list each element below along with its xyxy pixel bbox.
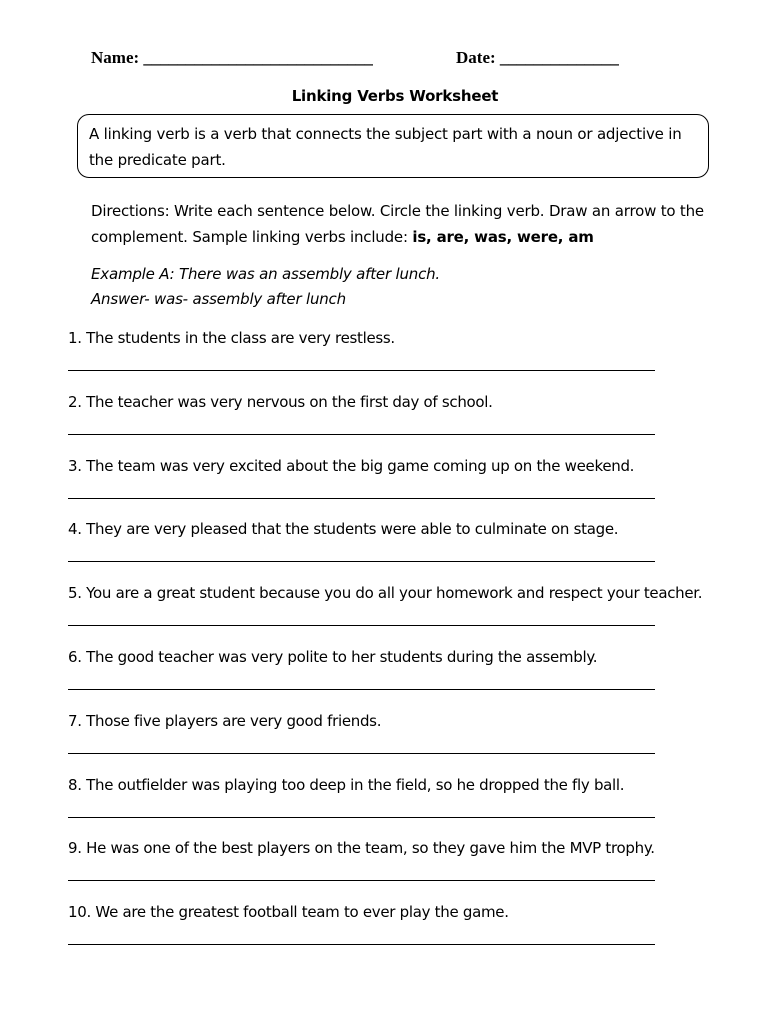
directions-text: Directions: Write each sentence below. Circle the linking verb. Draw an arrow to the complement. Sample linking verbs include:: [91, 202, 704, 246]
answer-line[interactable]: [68, 498, 655, 499]
question-text: 10. We are the greatest football team to ever play the game.: [68, 903, 509, 922]
question-text: 6. The good teacher was very polite to her students during the assembly.: [68, 647, 598, 666]
question-list: [68, 326, 748, 964]
worksheet-title: Linking Verbs Worksheet: [291, 87, 499, 105]
definition-box: [77, 114, 709, 178]
question-item: [68, 390, 748, 454]
question-item: [68, 773, 748, 837]
question-text: 1. The students in the class are very restless.: [68, 329, 395, 347]
answer-line[interactable]: [68, 880, 655, 881]
worksheet-header: [0, 44, 768, 72]
directions: [91, 198, 731, 250]
question-item: [68, 581, 748, 645]
question-item: [68, 517, 748, 581]
definition-text: A linking verb is a verb that connects the subject part with a noun or adjective in the predicate part.: [89, 125, 682, 169]
answer-line[interactable]: [68, 561, 655, 562]
question-text: 9. He was one of the best players on the team, so they gave him the MVP trophy.: [68, 839, 655, 858]
name-field[interactable]: Name: ___________________________: [91, 48, 373, 67]
answer-line[interactable]: [68, 817, 655, 818]
answer-line[interactable]: [68, 434, 655, 435]
question-item: [68, 454, 748, 518]
sample-verbs: is, are, was, were, am: [412, 228, 594, 246]
question-item: [68, 836, 748, 900]
answer-line[interactable]: [68, 689, 655, 690]
example-sentence: Example A: There was an assembly after lunch.: [91, 265, 440, 283]
question-text: 7. Those five players are very good friends.: [68, 711, 382, 730]
question-text: 4. They are very pleased that the students were able to culminate on stage.: [68, 520, 619, 539]
example-answer: Answer- was- assembly after lunch: [91, 290, 346, 308]
question-item: [68, 326, 748, 390]
question-item: [68, 645, 748, 709]
question-item: [68, 709, 748, 773]
question-item: [68, 900, 748, 964]
date-field[interactable]: Date: ______________: [456, 48, 619, 67]
question-text: 8. The outfielder was playing too deep in the field, so he dropped the fly ball.: [68, 775, 625, 794]
answer-line[interactable]: [68, 944, 655, 945]
question-text: 2. The teacher was very nervous on the first day of school.: [68, 392, 493, 411]
example-block: [91, 262, 440, 312]
question-text: 5. You are a great student because you do all your homework and respect your teacher.: [68, 584, 703, 603]
answer-line[interactable]: [68, 370, 655, 371]
answer-line[interactable]: [68, 625, 655, 626]
question-text: 3. The team was very excited about the big game coming up on the weekend.: [68, 456, 635, 475]
answer-line[interactable]: [68, 753, 655, 754]
